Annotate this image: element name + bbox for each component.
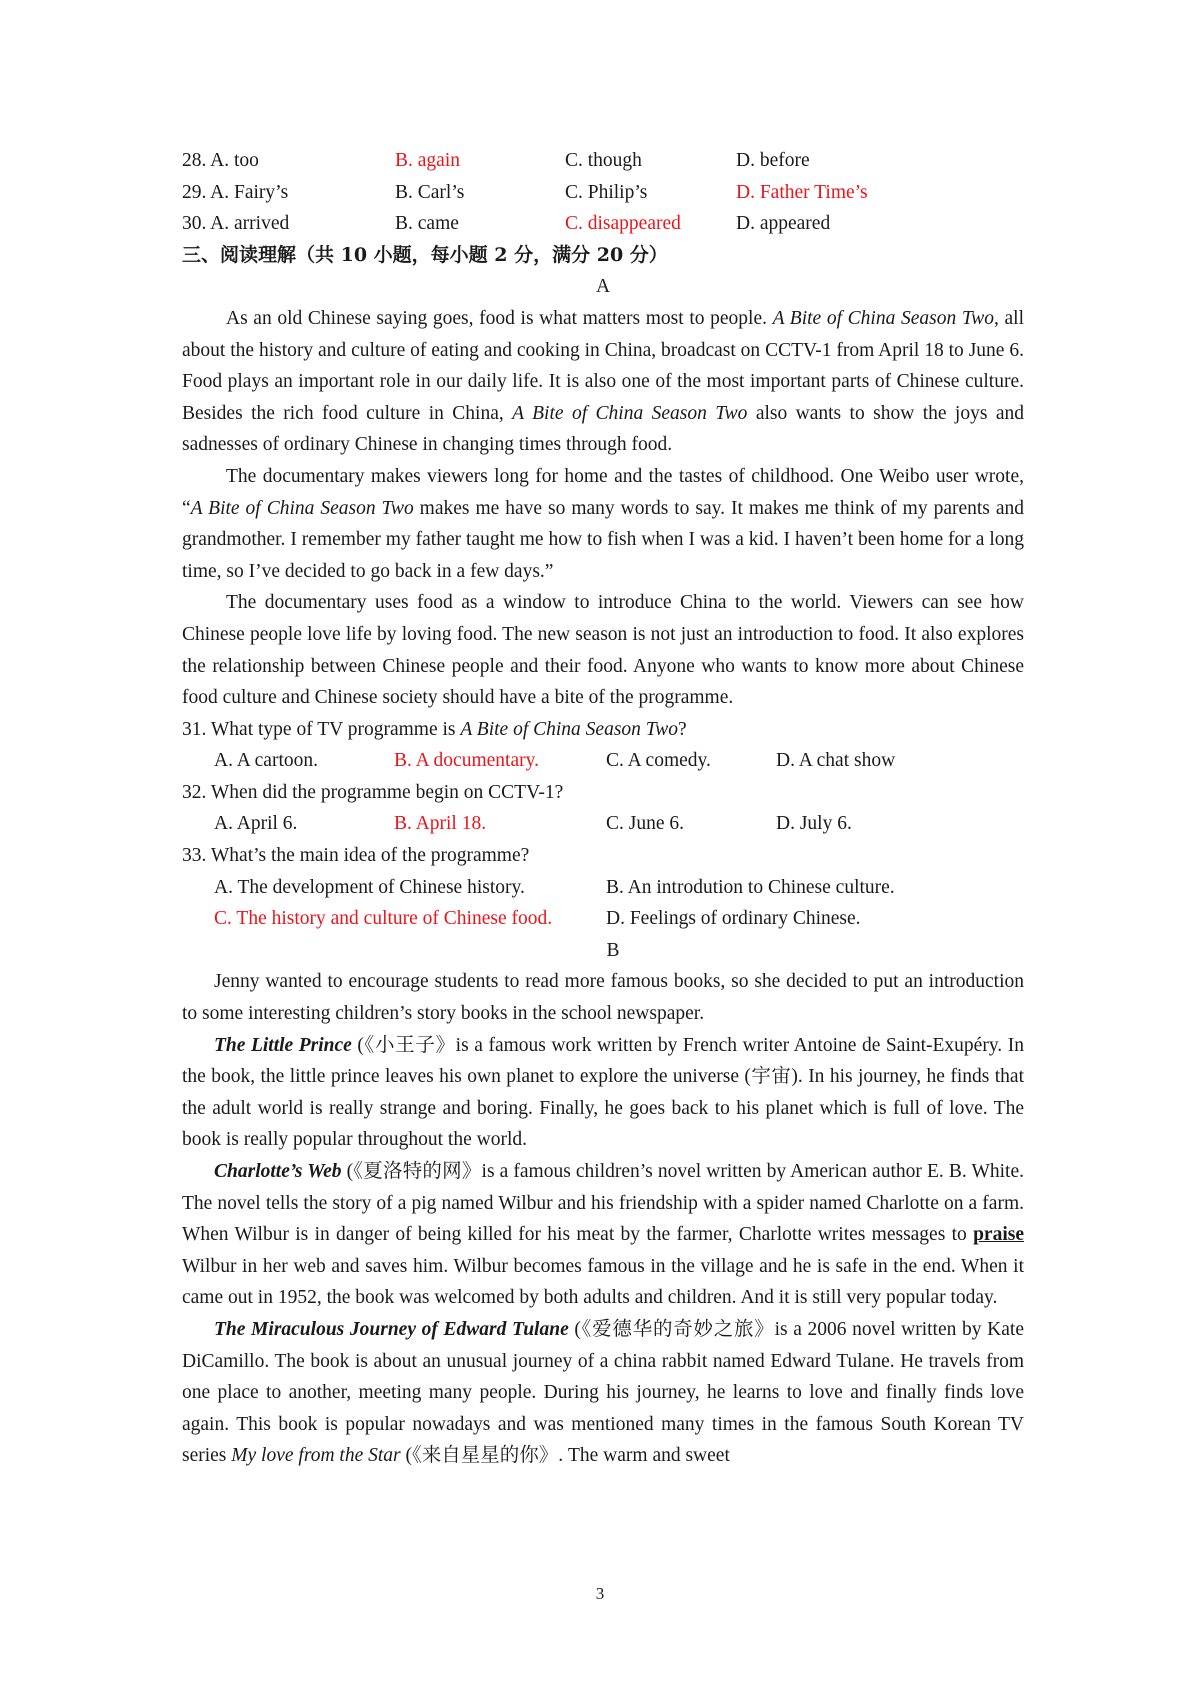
option-b: B. came — [395, 213, 459, 235]
option-c: C. A comedy. — [606, 750, 711, 772]
text: , all about the history and culture of eating and cooking in China, broadcast on CCTV-1 from April 18 to June 6. Food plays an important role in our daily life. It is also one of the most important parts of Chinese culture. Besides the rich food culture in China, — [182, 307, 1025, 424]
text: (《爱德华的奇妙之旅》is a 2006 novel written by Kate DiCamillo. The book is about an unusual journey of a china rabbit named Edward Tulane. He travels from one place to another, meeting many people. During his journey, he learns to love and finally finds love again. This book is popular nowadays and was mentioned many times in the famous South Korean TV series — [182, 1318, 1024, 1467]
option-c-answer: C. disappeared — [565, 213, 681, 235]
question-31-options — [182, 745, 1024, 777]
option-c: C. June 6. — [606, 813, 684, 835]
option-c: C. Philip’s — [565, 181, 648, 203]
exam-page — [182, 145, 1024, 1472]
passage-a-label: A — [595, 276, 611, 298]
option-c-answer: C. The history and culture of Chinese food. — [214, 908, 553, 930]
question-33-options-row-1 — [182, 872, 1024, 904]
option-a: A. April 6. — [214, 813, 298, 835]
option-d: D. before — [736, 150, 810, 171]
cloze-row-30 — [182, 208, 1024, 240]
book-title: The Miraculous Journey of Edward Tulane — [214, 1318, 569, 1340]
programme-title: A Bite of China Season Two — [190, 497, 414, 519]
text: (《小王子》is a famous work written by French writer Antoine de Saint-Exupéry. In the book, the little prince leaves his own planet to explore the universe (宇宙). In his journey, he finds that the adult world is really strange and boring. Finally, he goes back to his planet which is full of love. The book is really popular throughout the world. — [182, 1034, 1024, 1151]
option-a: A. A cartoon. — [214, 750, 318, 772]
book-charlottes-web — [182, 1156, 1024, 1314]
passage-b-label: B — [606, 939, 620, 961]
passage-b-intro: Jenny wanted to encourage students to read more famous books, so she decided to put an introduction to some interesting children’s story books in the school newspaper. — [182, 971, 1024, 1025]
option-a: 30. A. arrived — [182, 213, 290, 235]
option-d: D. Feelings of ordinary Chinese. — [606, 908, 861, 930]
passage-a-paragraph-2 — [182, 461, 1024, 587]
option-b-answer: B. A documentary. — [394, 750, 539, 772]
tv-series-title: My love from the Star — [231, 1445, 401, 1467]
text: (《夏洛特的网》is a famous children’s novel written by American author E. B. White. The novel tells the story of a pig named Wilbur and his friendship with a spider named Charlotte on a farm. When Wilbur is in danger of being killed for his meat by the farmer, Charlotte writes messages to — [182, 1161, 1024, 1246]
question-33-options-row-2 — [182, 903, 1024, 935]
option-b: B. An introdution to Chinese culture. — [606, 876, 895, 898]
cloze-row-28 — [182, 145, 1024, 177]
text: The documentary makes viewers long for home and the tastes of childhood. One Weibo user wrote, “ — [182, 465, 1024, 519]
programme-title: A Bite of China Season Two — [772, 307, 994, 329]
programme-title: A Bite of China Season Two — [512, 402, 748, 424]
book-title: The Little Prince — [214, 1034, 352, 1056]
cloze-row-29 — [182, 177, 1024, 209]
text: also wants to show the joys and sadnesses of ordinary Chinese in changing times through food. — [182, 402, 1025, 456]
text: (《来自星星的你》. The warm and sweet — [400, 1445, 730, 1467]
page-number: 3 — [595, 1584, 605, 1603]
book-edward-tulane — [182, 1314, 1024, 1472]
book-little-prince — [182, 1030, 1024, 1156]
option-b-answer: B. April 18. — [394, 813, 487, 835]
underlined-word: praise — [973, 1224, 1024, 1246]
text: Wilbur in her web and saves him. Wilbur becomes famous in the village and he is safe in the end. When it came out in 1952, the book was welcomed by both adults and children. And it is still very popular today. — [182, 1255, 1024, 1309]
passage-a-paragraph-1 — [182, 303, 1024, 461]
option-d-answer: D. Father Time’s — [736, 181, 868, 203]
question-32-options — [182, 808, 1024, 840]
option-d: D. July 6. — [776, 813, 852, 835]
option-b-answer: B. again — [395, 150, 460, 171]
question-32-stem: 32. When did the programme begin on CCTV-1? — [182, 781, 564, 803]
passage-a-paragraph-3: The documentary uses food as a window to introduce China to the world. Viewers can see how Chinese people love life by loving food. The new season is not just an introduction to food. It also explores the relationship between Chinese people and their food. Anyone who wants to know more about Chinese food culture and Chinese society should have a bite of the programme. — [182, 592, 1024, 709]
section-heading: 三、阅读理解（共 10 小题，每小题 2 分，满分 20 分） — [182, 243, 668, 266]
option-d: D. A chat show — [776, 750, 896, 772]
text: 31. What type of TV programme is — [182, 718, 461, 740]
option-c: C. though — [565, 150, 642, 171]
programme-title: A Bite of China Season Two — [460, 718, 678, 740]
question-31-stem — [182, 714, 1024, 746]
question-33-stem: 33. What’s the main idea of the programme? — [182, 845, 530, 867]
option-a: 28. A. too — [182, 150, 259, 171]
text: makes me have so many words to say. It makes me think of my parents and grandmother. I remember my father taught me how to fish when I was a kid. I haven’t been home for a long time, so I’ve decided to go back in a few days.” — [182, 497, 1024, 582]
option-b: B. Carl’s — [395, 181, 465, 203]
option-a: 29. A. Fairy’s — [182, 181, 289, 203]
text: ? — [677, 718, 687, 740]
book-title: Charlotte’s Web — [214, 1161, 342, 1182]
option-a: A. The development of Chinese history. — [214, 876, 525, 898]
text: As an old Chinese saying goes, food is what matters most to people. — [226, 307, 773, 329]
option-d: D. appeared — [736, 213, 831, 235]
